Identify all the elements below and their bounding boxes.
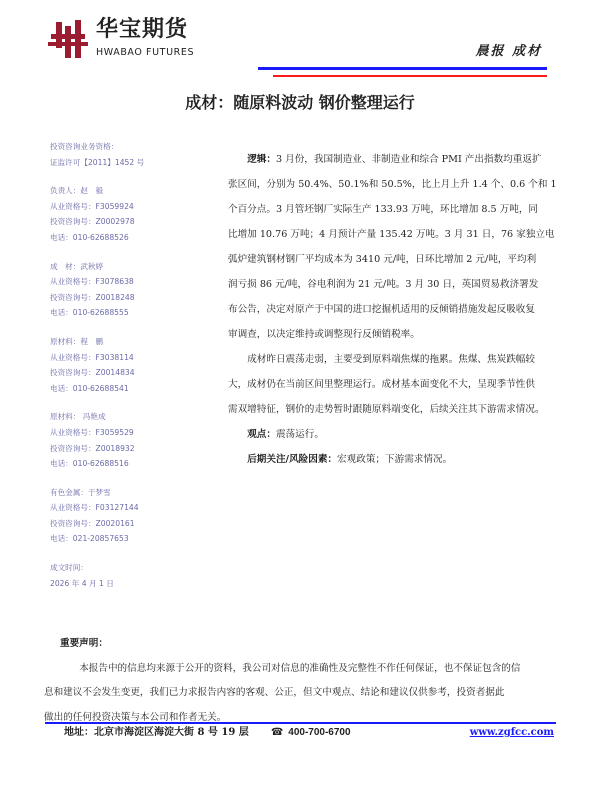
body-text: 3 月份，我国制造业、非制造业和综合 PMI 产出指数均重返扩 <box>275 154 542 165</box>
analyst-name: 成 材：武秋婷 <box>50 261 104 271</box>
body-line <box>228 172 558 197</box>
qualification-number: 从业资格号：F3059529 <box>50 427 134 437</box>
hwabao-logo-icon <box>48 20 88 58</box>
disclaimer-line: 做出的任何投资决策与本公司和作者无关。 <box>44 711 227 723</box>
phone-number: 电话：010-62688516 <box>50 459 129 469</box>
body-text: 弧炉建筑钢材钢厂平均成本为 3410 元/吨，日环比增加 2 元/吨，平均利 <box>228 254 537 265</box>
body-line <box>228 272 558 297</box>
logic-label: 逻辑： <box>247 154 276 165</box>
phone-icon: ☎ <box>270 727 284 738</box>
qualification-number: 从业资格号：F3038114 <box>50 352 134 362</box>
phone-number: 电话：010-62688555 <box>50 308 129 318</box>
body-line <box>228 372 558 397</box>
disclaimer-line: 本报告中的信息均来源于公开的资料，我公司对信息的准确性及完整性不作任何保证，也不保证包含的信 <box>79 662 521 674</box>
consulting-number: 投资咨询号：Z0014834 <box>50 368 135 378</box>
header-divider-red <box>273 75 547 77</box>
risk-label: 后期关注/风险因素： <box>247 454 338 465</box>
analyst-contact <box>50 183 215 245</box>
disclaimer-title: 重要声明： <box>60 638 108 649</box>
report-type: 晨报 成材 <box>475 44 542 59</box>
disclaimer <box>44 632 560 730</box>
date-label: 成文时间： <box>50 563 88 573</box>
body-line <box>228 147 558 172</box>
view-line <box>228 422 558 447</box>
qualification-number: 从业资格号：F3059924 <box>50 201 134 211</box>
body-text: 个百分点。3 月管坯钢厂实际生产 133.93 万吨，环比增加 8.5 万吨，同 <box>228 204 539 215</box>
analyst-contact <box>50 409 215 471</box>
report-date: 2026 年 4 月 1 日 <box>50 578 114 588</box>
analyst-contact <box>50 334 215 396</box>
risk-text: 宏观政策；下游需求情况。 <box>337 454 453 465</box>
body-text: 成材昨日震荡走弱，主要受到原料端焦煤的拖累。焦煤、焦炭跌幅较 <box>247 354 535 365</box>
consulting-number: 投资咨询号：Z0018932 <box>50 443 135 453</box>
body-text: 需双增特征，钢价的走势暂时跟随原料端变化，后续关注其下游需求情况。 <box>228 404 545 415</box>
phone-number: 电话：010-62688541 <box>50 383 129 393</box>
body-line <box>228 197 558 222</box>
license-label: 投资咨询业务资格： <box>50 142 119 151</box>
analyst-contact <box>50 259 215 321</box>
sidebar-contacts <box>50 139 215 604</box>
body-text: 大，成材仍在当前区间里整理运行。成材基本面变化不大，呈现季节性供 <box>228 379 535 390</box>
body-text: 比增加 10.76 万吨；4 月预计产量 135.42 万吨。3 月 31 日，76 家独立电 <box>228 229 555 240</box>
logo-chinese-name: 华宝期货 <box>96 17 189 42</box>
body-line <box>228 322 558 347</box>
license-number: 证监许可【2011】1452 号 <box>50 157 145 167</box>
disclaimer-line: 息和建议不会发生变更，我们已力求报告内容的客观、公正，但文中观点、结论和建议仅供参考，投资者据此 <box>44 687 505 698</box>
date-info <box>50 560 215 591</box>
logic-paragraph <box>228 147 558 347</box>
body-line <box>228 397 558 422</box>
market-paragraph <box>228 347 558 422</box>
analyst-contact <box>50 485 215 547</box>
analyst-name: 原材料：程 鹏 <box>50 336 104 346</box>
report-body <box>228 147 558 472</box>
license-info <box>50 139 215 170</box>
body-line <box>228 247 558 272</box>
footer-divider <box>45 722 556 724</box>
consulting-number: 投资咨询号：Z0018248 <box>50 292 135 302</box>
phone-number: 电话：021-20857653 <box>50 534 129 544</box>
consulting-number: 投资咨询号：Z0020161 <box>50 518 135 528</box>
footer-phone: 400-700-6700 <box>288 727 351 738</box>
footer <box>64 726 554 740</box>
website-link[interactable]: www.zgfcc.com <box>469 727 554 738</box>
body-line <box>228 222 558 247</box>
logo-english-name: HWABAO FUTURES <box>96 47 195 58</box>
header-divider-blue <box>258 67 547 70</box>
analyst-name: 原材料： 冯艳成 <box>50 412 106 422</box>
body-line <box>228 347 558 372</box>
body-text: 审调查，以决定维持或调整现行反倾销税率。 <box>228 329 420 340</box>
body-line <box>228 297 558 322</box>
analyst-name: 有色金属：于梦雪 <box>50 487 111 497</box>
body-text: 润亏损 86 元/吨，谷电利润为 21 元/吨。3 月 30 日，英国贸易救济署发 <box>228 279 539 290</box>
footer-address: 地址：北京市海淀区海淀大街 8 号 19 层 <box>64 727 249 738</box>
phone-number: 电话：010-62688526 <box>50 232 129 242</box>
body-text: 布公告，决定对原产于中国的进口挖掘机适用的反倾销措施发起反吸收复 <box>228 304 535 315</box>
consulting-number: 投资咨询号：Z0002978 <box>50 217 135 227</box>
qualification-number: 从业资格号：F03127144 <box>50 503 139 513</box>
view-label: 观点： <box>247 429 276 440</box>
qualification-number: 从业资格号：F3078638 <box>50 277 134 287</box>
company-logo <box>48 18 208 62</box>
risk-line <box>228 447 558 472</box>
view-text: 震荡运行。 <box>275 429 324 440</box>
report-title: 成材：随原料波动 钢价整理运行 <box>185 93 415 112</box>
body-text: 张区间，分别为 50.4%、50.1%和 50.5%，比上月上升 1.4 个、0.6 个和 1 <box>228 179 557 190</box>
analyst-name: 负责人：赵 毅 <box>50 186 104 196</box>
